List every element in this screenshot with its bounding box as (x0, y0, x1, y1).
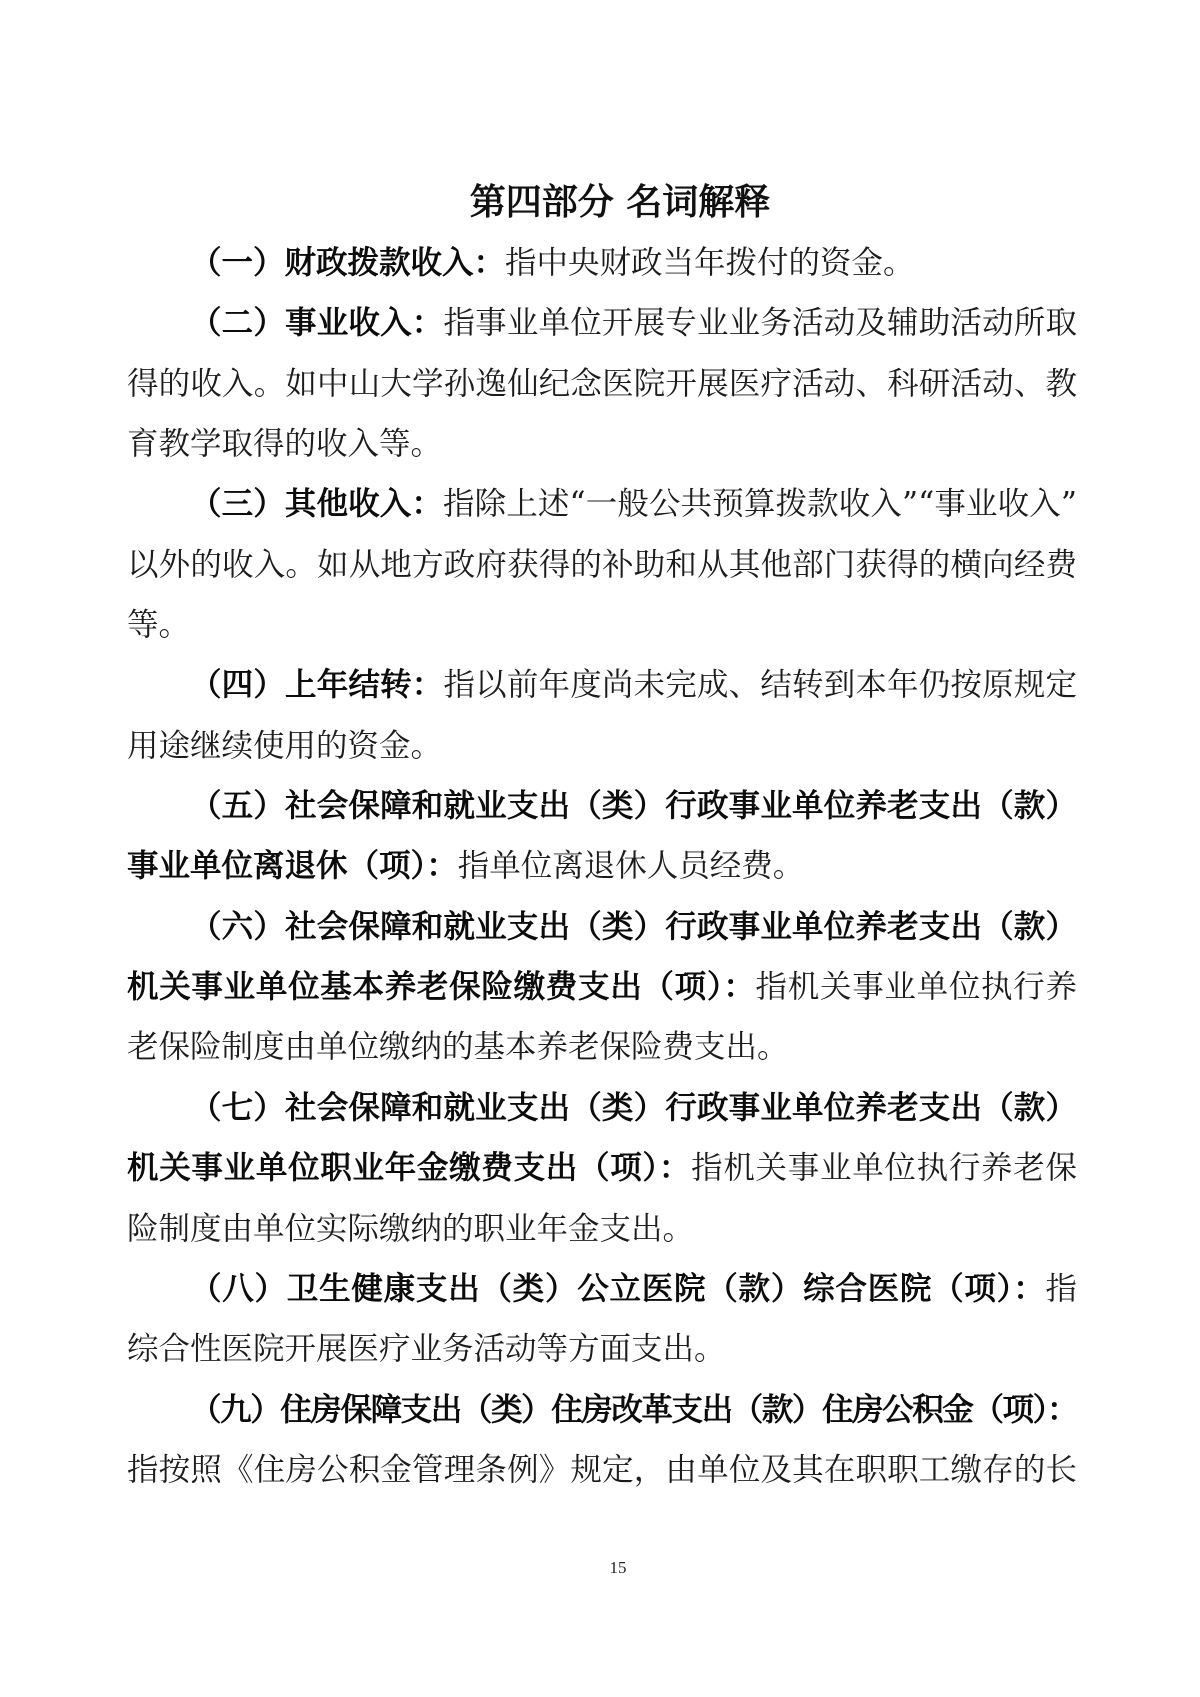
definition-text: 用途继续使用的资金。 (127, 727, 443, 764)
definition-paragraph (127, 1380, 1077, 1501)
term-label: （一）财政拨款收入： (190, 244, 506, 281)
definition-paragraph (127, 897, 1077, 1078)
paragraph-line (127, 1319, 1077, 1379)
page-title: 第四部分 名词解释 (469, 181, 771, 223)
term-label: （五）社会保障和就业支出（类）行政事业单位养老支出（款） (190, 787, 1077, 825)
term-label: （八）卫生健康支出（类）公立医院（款）综合医院（项）： (190, 1269, 1046, 1307)
paragraph-line (127, 414, 1077, 474)
term-label: （四）上年结转： (190, 666, 444, 704)
definition-paragraph (127, 233, 1077, 293)
definition-text: 指 (1045, 1270, 1077, 1307)
paragraph-line (127, 776, 1077, 836)
definition-paragraph (127, 1259, 1077, 1380)
definition-text: 得的收入。如中山大学孙逸仙纪念医院开展医疗活动、科研活动、教 (127, 365, 1077, 402)
term-label: （六）社会保障和就业支出（类）行政事业单位养老支出（款） (190, 907, 1077, 945)
definition-text: 险制度由单位实际缴纳的职业年金支出。 (127, 1210, 695, 1247)
term-label: 机关事业单位基本养老保险缴费支出（项）： (127, 968, 756, 1006)
definitions-section (127, 233, 1077, 1500)
paragraph-line (127, 474, 1077, 534)
paragraph-line (127, 1199, 1077, 1259)
paragraph-line (127, 1017, 1077, 1077)
paragraph-line (127, 1078, 1077, 1138)
definition-text: 老保险制度由单位缴纳的基本养老保险费支出。 (127, 1029, 789, 1066)
definition-text: 指中央财政当年拨付的资金。 (505, 245, 915, 281)
term-label: （三）其他收入： (190, 485, 444, 523)
paragraph-line (127, 1380, 1077, 1440)
paragraph-line (127, 1440, 1077, 1500)
definition-text: 指以前年度尚未完成、结转到本年仍按原规定 (443, 667, 1077, 704)
paragraph-line (127, 233, 1077, 293)
definition-paragraph (127, 655, 1077, 776)
definition-text: 指除上述“一般公共预算拨款收入”“事业收入” (443, 486, 1077, 523)
paragraph-line (127, 595, 1077, 655)
term-label: （二）事业收入： (190, 304, 444, 342)
definition-paragraph (127, 293, 1077, 474)
term-label: 事业单位离退休（项）： (127, 847, 458, 885)
term-label: （九）住房保障支出（类）住房改革支出（款）住房公积金（项）： (190, 1390, 1077, 1428)
definition-text: 指按照《住房公积金管理条例》规定，由单位及其在职职工缴存的长 (127, 1451, 1077, 1488)
definition-paragraph (127, 776, 1077, 897)
definition-text: 指机关事业单位执行养老保 (691, 1150, 1077, 1187)
page-number: 15 (609, 1558, 627, 1577)
definition-text: 育教学取得的收入等。 (127, 426, 443, 463)
definition-paragraph (127, 474, 1077, 655)
paragraph-line (127, 1259, 1077, 1319)
term-label: 机关事业单位职业年金缴费支出（项）： (127, 1149, 692, 1187)
definition-text: 综合性医院开展医疗业务活动等方面支出。 (127, 1331, 726, 1368)
paragraph-line (127, 716, 1077, 776)
definition-text: 等。 (127, 607, 191, 644)
term-label: （七）社会保障和就业支出（类）行政事业单位养老支出（款） (190, 1088, 1077, 1126)
paragraph-line (127, 655, 1077, 715)
paragraph-line (127, 535, 1077, 595)
definition-paragraph (127, 1078, 1077, 1259)
paragraph-line (127, 293, 1077, 353)
paragraph-line (127, 957, 1077, 1017)
definition-text: 以外的收入。如从地方政府获得的补助和从其他部门获得的横向经费 (127, 546, 1077, 583)
paragraph-line (127, 897, 1077, 957)
paragraph-line (127, 354, 1077, 414)
definition-text: 指事业单位开展专业业务活动及辅助活动所取 (443, 305, 1077, 342)
paragraph-line (127, 1138, 1077, 1198)
definition-text: 指单位离退休人员经费。 (457, 848, 805, 885)
paragraph-line (127, 836, 1077, 896)
definition-text: 指机关事业单位执行养 (755, 969, 1077, 1006)
